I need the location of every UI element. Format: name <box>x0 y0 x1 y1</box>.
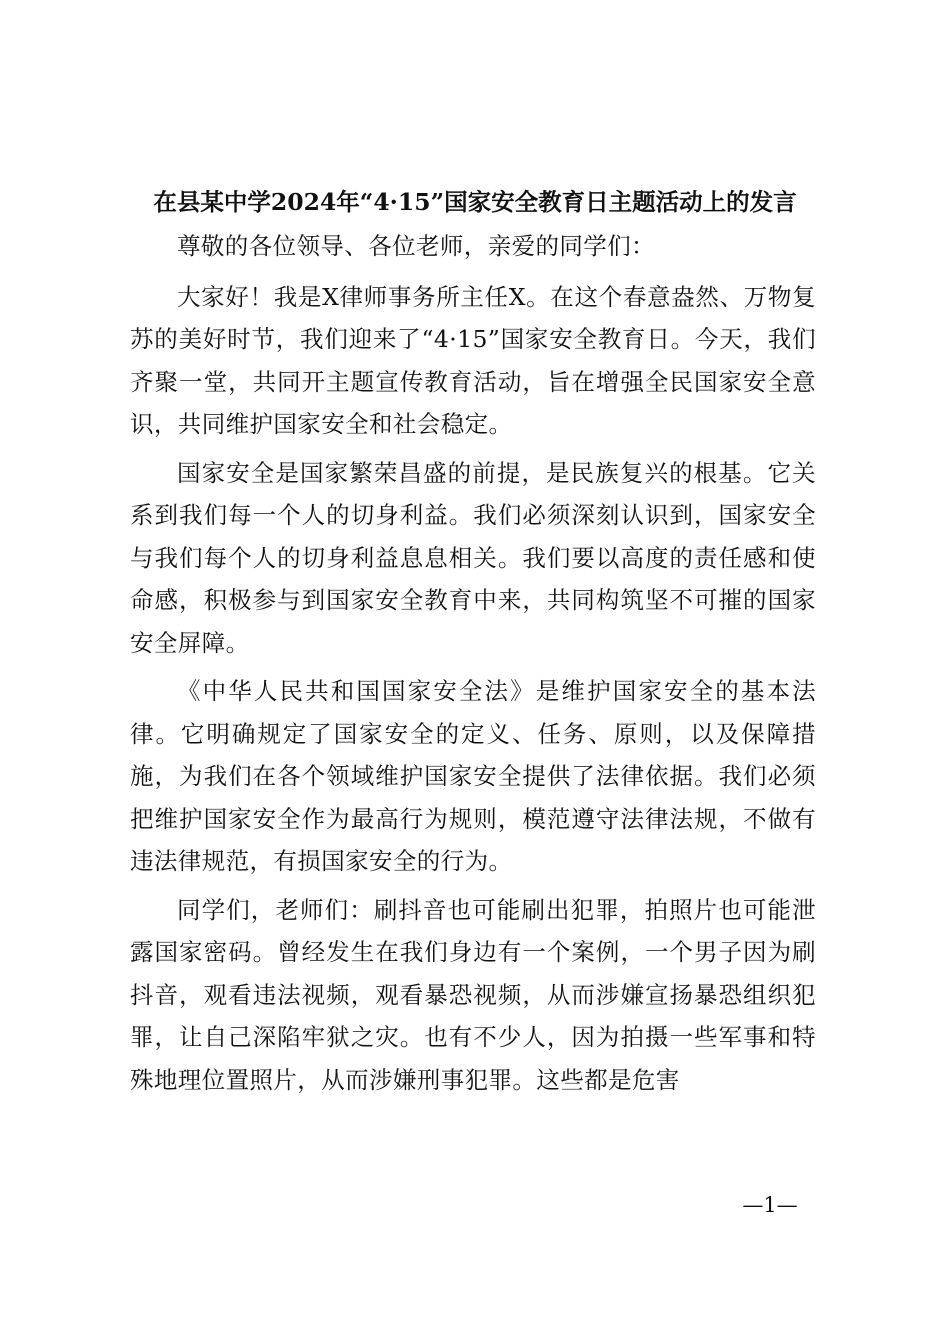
page-number: —1— <box>742 1193 798 1217</box>
paragraph-2: 国家安全是国家繁荣昌盛的前提，是民族复兴的根基。它关系到我们每一个人的切身利益。我们必须深刻认识到，国家安全与我们每个人的切身利益息息相关。我们要以高度的责任感和使命感，积极参与到国家安全教育中来，共同构筑坚不可摧的国家安全屏障。 <box>130 458 816 657</box>
paragraph-1: 大家好！我是X律师事务所主任X。在这个春意盎然、万物复苏的美好时节，我们迎来了“4·15”国家安全教育日。今天，我们齐聚一堂，共同开主题宣传教育活动，旨在增强全民国家安全意识，共同维护国家安全和社会稳定。 <box>130 282 816 438</box>
paragraph-3: 《中华人民共和国国家安全法》是维护国家安全的基本法律。它明确规定了国家安全的定义、任务、原则，以及保障措施，为我们在各个领域维护国家安全提供了法律依据。我们必须把维护国家安全作为最高行为规则，模范遵守法律法规，不做有违法律规范，有损国家安全的行为。 <box>130 677 816 875</box>
document-body <box>130 225 816 1101</box>
salutation: 尊敬的各位领导、各位老师，亲爱的同学们： <box>177 232 655 260</box>
document-title: 在县某中学2024年“4·15”国家安全教育日主题活动上的发言 <box>153 188 797 216</box>
paragraph-4: 同学们，老师们：刷抖音也可能刷出犯罪，拍照片也可能泄露国家密码。曾经发生在我们身边有一个案例，一个男子因为刷抖音，观看违法视频，观看暴恐视频，从而涉嫌宣扬暴恐组织犯罪，让自己深陷牢狱之灾。也有不少人，因为拍摄一些军事和特殊地理位置照片，从而涉嫌刑事犯罪。这些都是危害 <box>130 895 816 1094</box>
